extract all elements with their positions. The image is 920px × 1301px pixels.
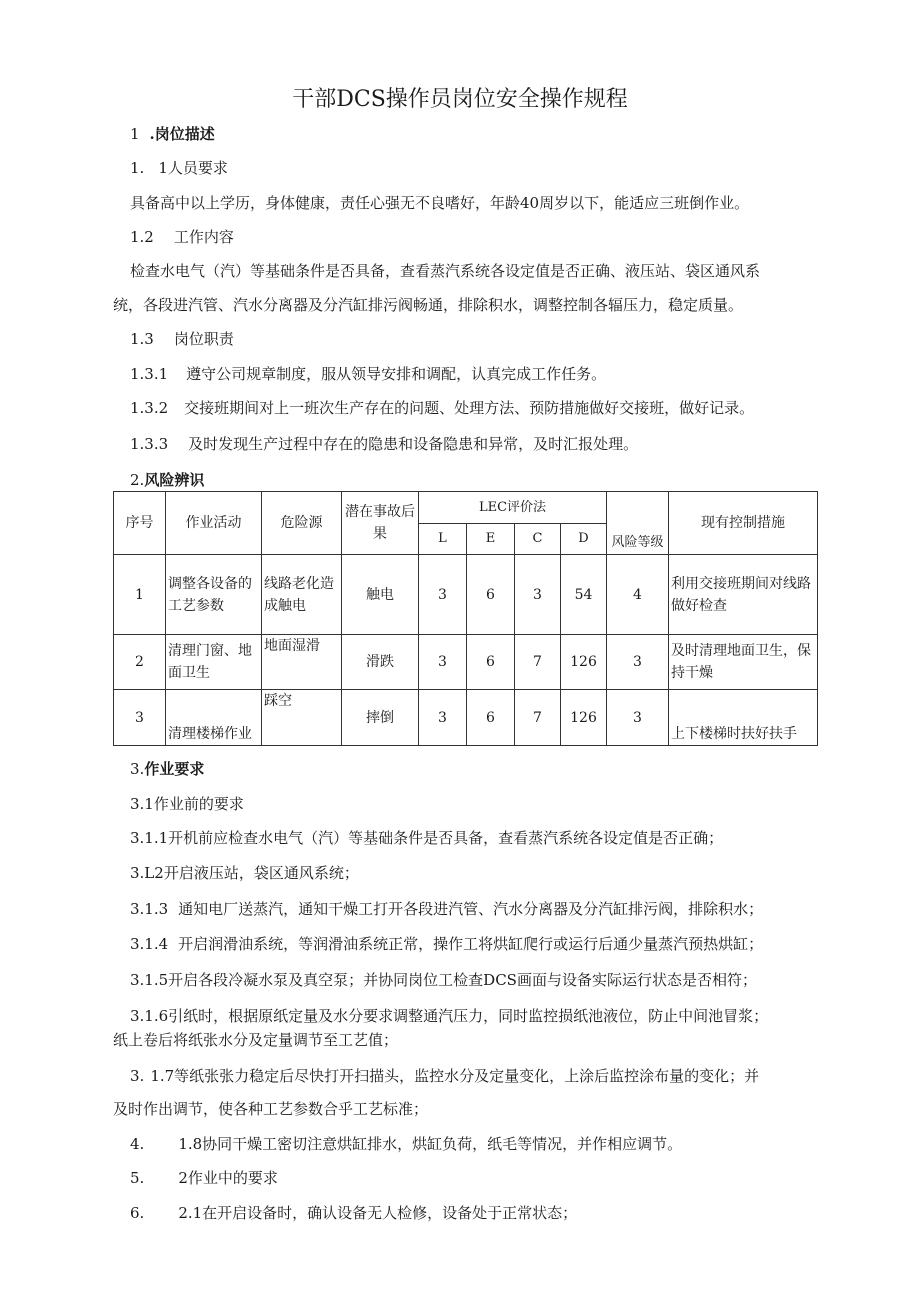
item-3-1-5: 3.1.5开启各段冷凝水泵及真空泵；并协同岗位工检查DCS画面与设备实际运行状态是否相符； (130, 971, 757, 989)
cell-hazard: 地面湿滑 (262, 635, 342, 690)
section-1-3-heading (130, 329, 234, 349)
cell-c: 3 (515, 555, 561, 635)
cell-accident: 摔倒 (342, 690, 419, 746)
section-1-number: 1 (130, 125, 140, 143)
cell-l: 3 (419, 555, 467, 635)
cell-c: 7 (515, 635, 561, 690)
header-control: 现有控制措施 (669, 492, 818, 555)
section-2-heading (130, 470, 204, 490)
item-3-1-7-number: 3. (130, 1067, 145, 1085)
section-1-2-title: 工作内容 (173, 228, 234, 246)
item-3-1-3 (130, 899, 763, 919)
section-3-number: 3. (130, 760, 145, 778)
item-3-1-3-number: 3.1.3 (130, 900, 169, 918)
cell-l: 3 (419, 690, 467, 746)
section-2-number: 2. (130, 471, 145, 489)
cell-level: 4 (607, 555, 669, 635)
section-1-heading (130, 124, 215, 144)
section-1-3-number: 1.3 (130, 330, 154, 348)
header-level: 风险等级 (607, 492, 669, 555)
header-l: L (419, 524, 467, 555)
item-3-1-6-line-2: 纸上卷后将纸张水分及定量调节至工艺值； (113, 1031, 399, 1049)
cell-e: 6 (467, 635, 515, 690)
item-1-3-2-number: 1.3.2 (130, 399, 169, 417)
cell-c: 7 (515, 690, 561, 746)
cell-activity: 调整各设备的工艺参数 (166, 555, 262, 635)
cell-control: 及时清理地面卫生，保持干燥 (669, 635, 818, 690)
cell-accident: 滑跌 (342, 635, 419, 690)
cell-control: 上下楼梯时扶好扶手 (669, 690, 818, 746)
cell-no: 2 (114, 635, 166, 690)
section-1-1-number: 1. (130, 159, 145, 177)
cell-hazard: 踩空 (262, 690, 342, 746)
list-item-6-number: 6. (130, 1204, 145, 1222)
section-3-heading (130, 759, 204, 779)
item-3-1-7-line-1 (130, 1066, 759, 1086)
cell-control: 利用交接班期间对线路做好检查 (669, 555, 818, 635)
cell-d: 126 (561, 690, 607, 746)
header-e: E (467, 524, 515, 555)
header-c: C (515, 524, 561, 555)
cell-e: 6 (467, 690, 515, 746)
item-1-3-1-number: 1.3.1 (130, 365, 169, 383)
header-accident: 潜在事故后果 (342, 492, 419, 555)
cell-no: 3 (114, 690, 166, 746)
item-3-1-4-text: 开启润滑油系统，等润滑油系统正常，操作工将烘缸爬行或运行后通少量蒸汽预热烘缸； (178, 935, 764, 953)
item-1-3-1-text: 遵守公司规章制度，服从领导安排和调配，认真完成工作任务。 (186, 365, 607, 383)
section-1-2-paragraph-line-2: 统，各段进汽管、汽水分离器及分汽缸排污阀畅通，排除积水，调整控制各辐压力，稳定质量。 (113, 296, 744, 314)
cell-d: 54 (561, 555, 607, 635)
item-3-1-6-line-1: 3.1.6引纸时，根据原纸定量及水分要求调整通汽压力，同时监控损纸池液位，防止中间池冒浆； (130, 1007, 769, 1025)
item-1-3-3-text: 及时发现生产过程中存在的隐患和设备隐患和异常，及时汇报处理。 (188, 435, 639, 453)
list-item-5-number: 5. (130, 1169, 145, 1187)
item-3-1-1: 3.1.1开机前应检查水电气（汽）等基础条件是否具备，查看蒸汽系统各设定值是否正确； (130, 829, 724, 847)
section-1-2-paragraph-line-1: 检查水电气（汽）等基础条件是否具备，查看蒸汽系统各设定值是否正确、液压站、袋区通风系 (130, 262, 761, 280)
cell-accident: 触电 (342, 555, 419, 635)
item-1-3-3 (130, 434, 638, 454)
cell-level: 3 (607, 635, 669, 690)
item-1-3-2 (130, 398, 754, 418)
cell-d: 126 (561, 635, 607, 690)
cell-hazard: 线路老化造成触电 (262, 555, 342, 635)
section-1-2-number: 1.2 (130, 228, 154, 246)
list-item-6-text: 2.1在开启设备时，确认设备无人检修，设备处于正常状态； (178, 1204, 578, 1222)
item-1-3-2-text: 交接班期间对上一班次生产存在的问题、处理方法、预防措施做好交接班，做好记录。 (184, 399, 755, 417)
item-3-1-7-text: 1.7等纸张张力稳定后尽快打开扫描头，监控水分及定量变化，上涂后监控涂布量的变化；并 (150, 1067, 760, 1085)
page-title: 干部DCS操作员岗位安全操作规程 (292, 87, 628, 112)
section-1-title: .岗位描述 (149, 125, 215, 143)
section-1-1-heading (130, 158, 228, 178)
item-1-3-3-number: 1.3.3 (130, 435, 169, 453)
section-1-1-paragraph: 具备高中以上学历，身体健康，责任心强无不良嗜好，年龄40周岁以下，能适应三班倒作业。 (130, 194, 750, 212)
section-3-1-heading: 3.1作业前的要求 (130, 795, 244, 813)
item-3-1-4-number: 3.1.4 (130, 935, 169, 953)
list-item-6 (130, 1203, 577, 1223)
cell-activity: 清理门窗、地面卫生 (166, 635, 262, 690)
list-item-4 (130, 1134, 682, 1154)
section-1-1-title: 1人员要求 (158, 159, 228, 177)
header-activity: 作业活动 (166, 492, 262, 555)
item-3-1-3-text: 通知电厂送蒸汽，通知干燥工打开各段进汽管、汽水分离器及分汽缸排污阀，排除积水； (178, 900, 764, 918)
risk-table (113, 491, 818, 746)
cell-level: 3 (607, 690, 669, 746)
list-item-5 (130, 1168, 278, 1188)
list-item-4-text: 1.8协同干燥工密切注意烘缸排水，烘缸负荷，纸毛等情况，并作相应调节。 (178, 1135, 683, 1153)
section-1-2-heading (130, 227, 234, 247)
header-lec: LEC评价法 (419, 492, 607, 524)
header-no: 序号 (114, 492, 166, 555)
table-header-row (114, 492, 818, 524)
table-row (114, 555, 818, 635)
header-hazard: 危险源 (262, 492, 342, 555)
cell-no: 1 (114, 555, 166, 635)
cell-l: 3 (419, 635, 467, 690)
item-3-1-7-line-2: 及时作出调节，使各种工艺参数合乎工艺标准； (113, 1100, 429, 1118)
item-1-3-1 (130, 364, 606, 384)
table-row (114, 635, 818, 690)
list-item-4-number: 4. (130, 1135, 145, 1153)
section-2-title: 风险辨识 (144, 471, 205, 489)
section-3-title: 作业要求 (144, 760, 205, 778)
list-item-5-text: 2作业中的要求 (178, 1169, 278, 1187)
section-1-3-title: 岗位职责 (173, 330, 234, 348)
cell-activity: 清理楼梯作业 (166, 690, 262, 746)
cell-e: 6 (467, 555, 515, 635)
item-3-1-2: 3.L2开启液压站，袋区通风系统； (130, 864, 359, 882)
table-row (114, 690, 818, 746)
header-d: D (561, 524, 607, 555)
item-3-1-4 (130, 934, 763, 954)
